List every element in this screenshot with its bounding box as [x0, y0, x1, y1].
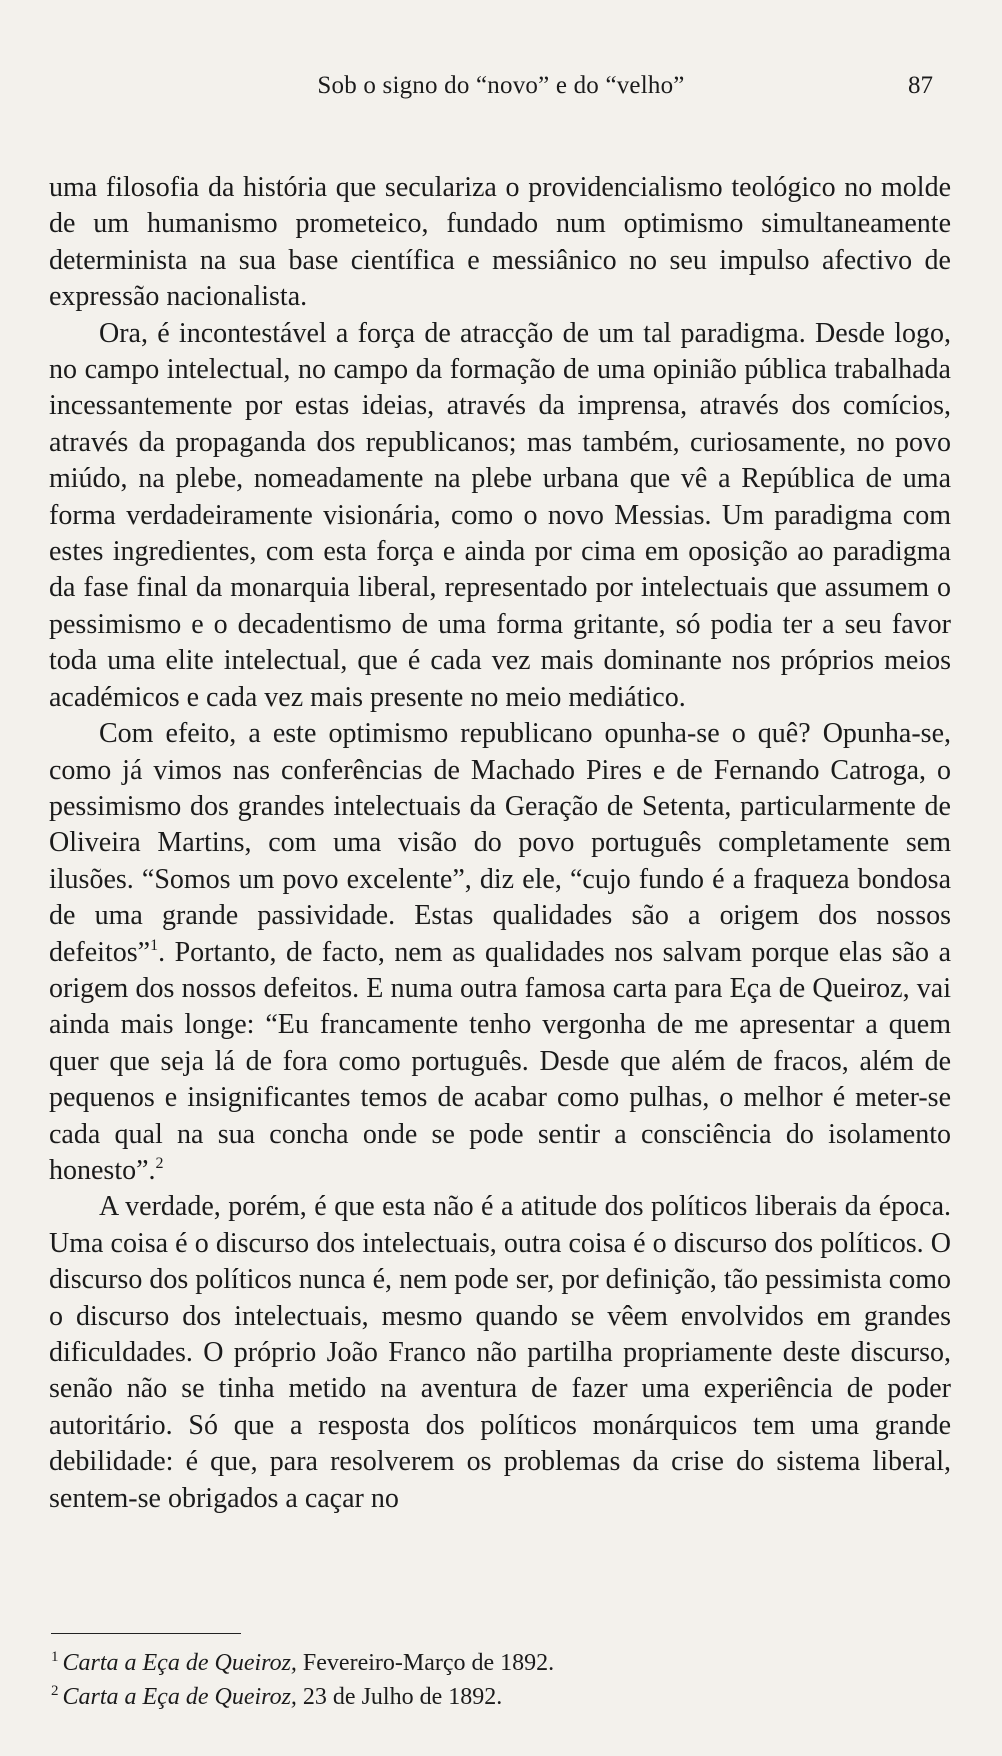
running-title: Sob o signo do “novo” e do “velho” [317, 72, 685, 99]
paragraph-text: uma filosofia da história que seculariza o providencialismo teológico no molde de um humanismo prometeico, fundado num optimismo simultaneamente determinista na sua base científica e messiânico no seu impulso afectivo de expressão nacionalista. [49, 172, 951, 313]
footnote-separator [51, 1633, 241, 1634]
footnote-reference[interactable]: 1 [150, 936, 159, 954]
footnotes [51, 1646, 951, 1714]
paragraph-text: Ora, é incontestável a força de atracção de um tal paradigma. Desde logo, no campo intelectual, no campo da formação de uma opinião pública trabalhada incessantemente por estas ideias, através da imprensa, através dos comícios, através da propaganda dos republicanos; mas também, curiosamente, no povo miúdo, na plebe, nomeadamente na plebe urbana que vê a República de uma forma verdadeiramente visionária, como o novo Messias. Um paradigma com estes ingredientes, com esta força e ainda por cima em oposição ao paradigma da fase final da monarquia liberal, representado por intelectuais que assumem o pessimismo e o decadentismo de uma forma gritante, só podia ter a seu favor toda uma elite intelectual, que é cada vez mais dominante nos próprios meios académicos e cada vez mais presente no meio mediático. [49, 317, 951, 713]
footnote-reference[interactable]: 2 [155, 1154, 164, 1172]
paragraph [49, 1189, 951, 1517]
footnote [51, 1680, 951, 1714]
footnote-mark: 2 [51, 1683, 59, 1699]
paragraph [49, 716, 951, 1189]
paragraph [49, 170, 951, 316]
paragraph-text: Com efeito, a este optimismo republicano opunha-se o quê? Opunha-se, como já vimos nas conferências de Machado Pires e de Fernando Catroga, o pessimismo dos grandes intelectuais da Geração de Setenta, particularmente de Oliveira Martins, com uma visão do povo português completamente sem ilusões. “Somos um povo excelente”, diz ele, “cujo fundo é a fraqueza bondosa de uma grande passividade. Estas qualidades são a origem dos nossos defeitos” [49, 718, 951, 968]
footnote-source-title: Carta a Eça de Queiroz, [62, 1650, 297, 1676]
footnote-text: 23 de Julho de 1892. [296, 1684, 503, 1710]
paragraph [49, 316, 951, 716]
body-text [49, 170, 951, 1517]
page-number: 87 [908, 72, 933, 99]
footnote-source-title: Carta a Eça de Queiroz, [62, 1684, 297, 1710]
paragraph-text: A verdade, porém, é que esta não é a atitude dos políticos liberais da época. Uma coisa é o discurso dos intelectuais, outra coisa é o discurso dos políticos. O discurso dos políticos nunca é, nem pode ser, por definição, tão pessimista como o discurso dos intelectuais, mesmo quando se vêem envolvidos em grandes dificuldades. O próprio João Franco não partilha propriamente deste discurso, senão não se tinha metido na aventura de fazer uma experiência de poder autoritário. Só que a resposta dos políticos monárquicos tem uma grande debilidade: é que, para resolverem os problemas da crise do sistema liberal, sentem-se obrigados a caçar no [49, 1191, 951, 1514]
footnote [51, 1646, 951, 1680]
footnote-mark: 1 [51, 1649, 59, 1665]
paragraph-text: . Portanto, de facto, nem as qualidades nos salvam porque elas são a origem dos nossos defeitos. E numa outra famosa carta para Eça de Queiroz, vai ainda mais longe: “Eu francamente tenho vergonha de me apresentar a quem quer que seja lá de fora como português. Desde que além de fracos, além de pequenos e insignificantes temos de acabar como pulhas, o melhor é meter-se cada qual na sua concha onde se pode sentir a consciência do isolamento honesto”. [49, 936, 951, 1186]
footnote-text: Fevereiro-Março de 1892. [296, 1650, 555, 1676]
